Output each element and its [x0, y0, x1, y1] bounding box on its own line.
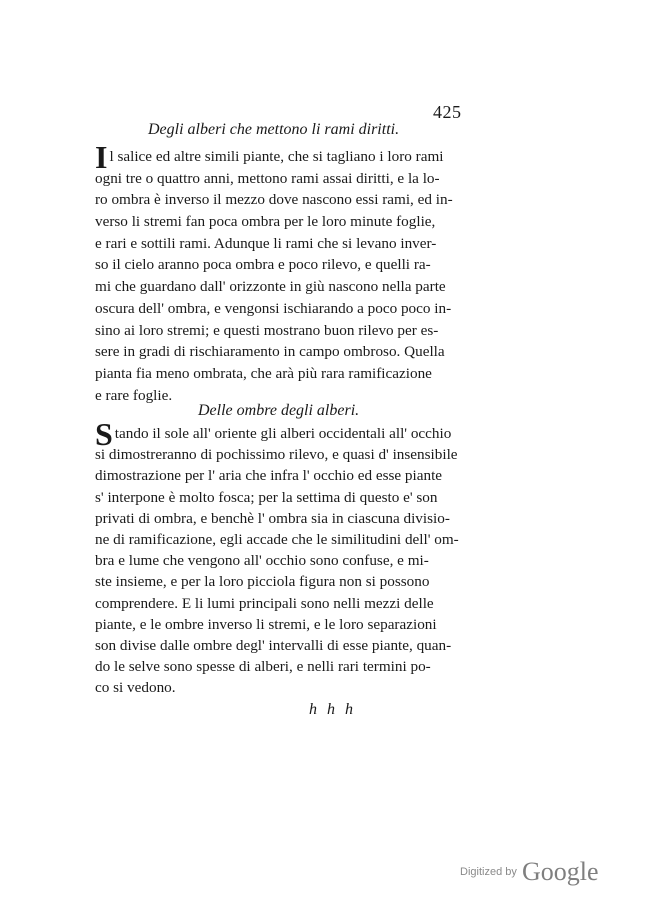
paragraph-line: dimostrazione per l' aria che infra l' occhio ed esse piante: [95, 467, 443, 485]
paragraph-line: [95, 139, 480, 175]
watermark-prefix: Digitized by: [460, 866, 517, 878]
paragraph-line: pianta fia meno ombrata, che arà più rara ramificazione: [95, 364, 432, 382]
paragraph-line: ne di ramificazione, egli accade che le similitudini dell' om-: [95, 530, 459, 548]
google-logo: Google: [521, 857, 599, 886]
paragraph-line: do le selve sono spesse di alberi, e nelli rari termini po-: [95, 658, 431, 676]
paragraph-1: [95, 139, 480, 406]
page-number: 425: [433, 102, 462, 122]
paragraph-line: e rari e sottili rami. Adunque li rami che si levano inver-: [95, 234, 437, 252]
paragraph-line: s' interpone è molto fosca; per la settima di questo e' son: [95, 488, 438, 506]
paragraph-line: sere in gradi di rischiaramento in campo ombroso. Quella: [95, 343, 445, 361]
drop-cap: I: [95, 139, 108, 175]
paragraph-line: ste insieme, e per la loro picciola figura non si possono: [95, 573, 430, 591]
paragraph-line: e rare foglie.: [95, 386, 173, 404]
paragraph-line: oscura dell' ombra, e vengonsi ischiarando a poco poco in-: [95, 299, 452, 317]
first-line-text: l salice ed altre simili piante, che si tagliano i loro rami: [109, 148, 444, 165]
digitized-watermark: [460, 857, 599, 887]
paragraph-line: bra e lume che vengono all' occhio sono confuse, e mi-: [95, 552, 429, 570]
section-heading-2: Delle ombre degli alberi.: [198, 402, 360, 419]
paragraph-line: son divise dalle ombre degl' intervalli di esse piante, quan-: [95, 636, 452, 654]
paragraph-line: so il cielo aranno poca ombra e poco rilevo, e quelli ra-: [95, 256, 431, 274]
first-line-text: tando il sole all' oriente gli alberi occidentali all' occhio: [114, 425, 452, 442]
paragraph-line: si dimostreranno di pochissimo rilevo, e quasi d' insensibile: [95, 446, 458, 464]
paragraph-line: privati di ombra, e benchè l' ombra sia in ciascuna divisio-: [95, 509, 450, 527]
paragraph-line: co si vedono.: [95, 679, 176, 697]
paragraph-line: ogni tre o quattro anni, mettono rami assai diritti, e la lo-: [95, 169, 440, 187]
signature-mark: h h h: [309, 701, 356, 718]
paragraph-line: verso li stremi fan poca ombra per le loro minute foglie,: [95, 213, 436, 231]
paragraph-line: comprendere. E li lumi principali sono nelli mezzi delle: [95, 594, 434, 612]
paragraph-2: [95, 416, 480, 698]
paragraph-line: sino ai loro stremi; e questi mostrano buon rilevo per es-: [95, 321, 439, 339]
paragraph-line: [95, 416, 480, 452]
section-heading-1: Degli alberi che mettono li rami diritti.: [148, 121, 400, 138]
drop-cap: S: [95, 416, 113, 452]
paragraph-line: piante, e le ombre inverso li stremi, e le loro separazioni: [95, 615, 437, 633]
paragraph-line: mi che guardano dall' orizzonte in giù nascono nella parte: [95, 278, 446, 296]
paragraph-line: ro ombra è inverso il mezzo dove nascono essi rami, ed in-: [95, 191, 453, 209]
